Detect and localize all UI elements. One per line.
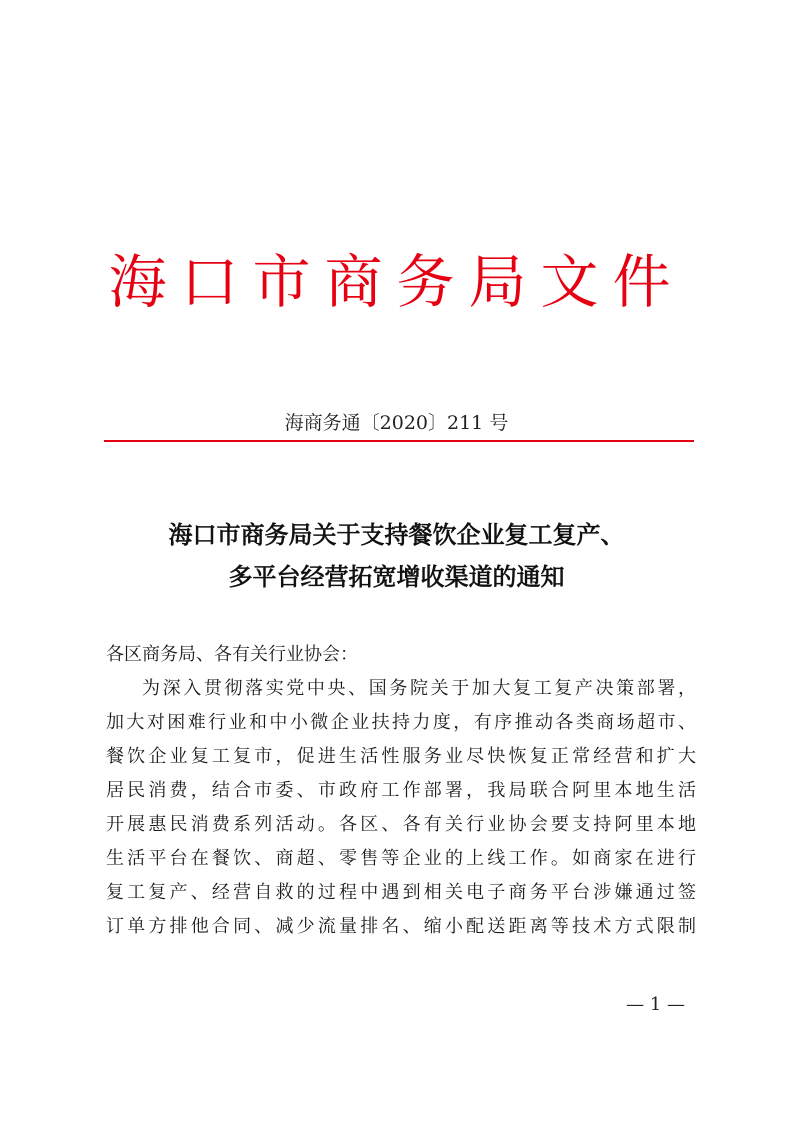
masthead-title: 海口市商务局文件 [108,248,685,316]
notice-title-line-1: 海口市商务局关于支持餐饮企业复工复产、 [168,521,625,549]
body-line: 复工复产、经营自救的过程中遇到相关电子商务平台涉嫌通过签 [106,882,696,903]
document-number: 海商务通〔2020〕211 号 [284,412,509,434]
body-line: 生活平台在餐饮、商超、零售等企业的上线工作。如商家在进行 [106,848,696,869]
body-line: 开展惠民消费系列活动。各区、各有关行业协会要支持阿里本地 [106,814,696,835]
red-divider-line [104,440,694,442]
notice-title [0,514,793,598]
body-line: 餐饮企业复工复市，促进生活性服务业尽快恢复正常经营和扩大 [106,746,696,767]
salutation: 各区商务局、各有关行业协会： [106,644,358,665]
body-line: 加大对困难行业和中小微企业扶持力度，有序推动各类商场超市、 [106,712,696,733]
body-line: 居民消费，结合市委、市政府工作部署，我局联合阿里本地生活 [106,780,696,801]
body-line: 订单方排他合同、减少流量排名、缩小配送距离等技术方式限制 [106,916,696,937]
page-number: — 1 — [626,994,685,1015]
body-line: 为深入贯彻落实党中央、国务院关于加大复工复产决策部署， [142,678,696,699]
notice-title-line-2: 多平台经营拓宽增收渠道的通知 [228,563,565,591]
notice-body [106,638,696,944]
